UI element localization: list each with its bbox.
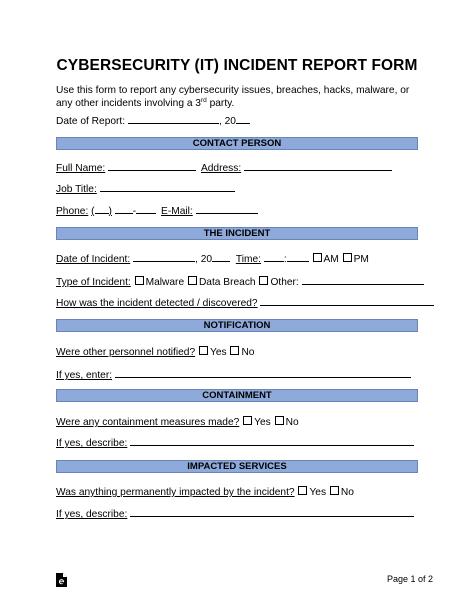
job-title-label: Job Title:	[56, 184, 97, 195]
section-header-notification: NOTIFICATION	[56, 319, 418, 332]
malware-checkbox[interactable]	[135, 276, 144, 285]
date-of-incident-field[interactable]	[133, 253, 195, 262]
impacted-if-yes-label: If yes, describe:	[56, 509, 128, 520]
containment-row	[56, 416, 299, 429]
notified-row	[56, 346, 254, 359]
pm-label: PM	[353, 254, 369, 265]
data-breach-label: Data Breach	[198, 277, 256, 288]
other-label: Other:	[270, 277, 299, 288]
impacted-question: Was anything permanently impacted by the incident?	[56, 487, 295, 498]
phone-label: Phone:	[56, 206, 89, 217]
notified-if-yes-label: If yes, enter:	[56, 370, 113, 381]
containment-if-yes-label: If yes, describe:	[56, 438, 128, 449]
am-checkbox[interactable]	[313, 253, 322, 262]
notified-if-yes-field[interactable]	[115, 369, 411, 378]
detected-label: How was the incident detected / discovered?	[56, 298, 258, 309]
notified-yes-label: Yes	[209, 347, 227, 358]
intro-text: Use this form to report any cybersecurity issues, breaches, hacks, malware, or any other incidents involving a 3rd party.	[56, 85, 410, 109]
impacted-if-yes-row	[56, 508, 414, 521]
address-label: Address:	[200, 163, 242, 174]
other-checkbox[interactable]	[259, 276, 268, 285]
impacted-yes-checkbox[interactable]	[298, 486, 307, 495]
section-header-containment: CONTAINMENT	[56, 389, 418, 402]
phone-email-row: Phone: ( ) - E-Mail:	[56, 205, 258, 218]
impacted-row	[56, 486, 354, 499]
section-header-impacted: IMPACTED SERVICES	[56, 460, 418, 473]
containment-yes-label: Yes	[254, 417, 271, 428]
am-label: AM	[323, 254, 339, 265]
type-of-incident-label: Type of Incident:	[56, 277, 131, 288]
time-hour-field[interactable]	[264, 253, 284, 262]
page-number: Page 1 of 2	[386, 574, 433, 584]
date-of-incident-year-field[interactable]	[212, 253, 230, 262]
type-of-incident-row	[56, 276, 424, 289]
full-name-field[interactable]	[108, 162, 196, 171]
containment-yes-checkbox[interactable]	[243, 416, 252, 425]
impacted-no-checkbox[interactable]	[330, 486, 339, 495]
impacted-if-yes-field[interactable]	[130, 508, 414, 517]
impacted-no-label: No	[340, 487, 354, 498]
notified-question: Were other personnel notified?	[56, 347, 196, 358]
time-minute-field[interactable]	[287, 253, 309, 262]
email-field[interactable]	[196, 205, 258, 214]
date-of-report-field[interactable]	[128, 115, 219, 124]
date-of-report-label: Date of Report:	[56, 116, 126, 127]
containment-no-label: No	[285, 417, 299, 428]
section-header-contact: CONTACT PERSON	[56, 137, 418, 150]
pm-checkbox[interactable]	[343, 253, 352, 262]
eforms-logo-icon	[56, 573, 67, 587]
email-label: E-Mail:	[161, 206, 193, 217]
phone-prefix-field[interactable]	[115, 205, 133, 214]
section-header-incident: THE INCIDENT	[56, 227, 418, 240]
containment-no-checkbox[interactable]	[275, 416, 284, 425]
malware-label: Malware	[145, 277, 185, 288]
full-name-row	[56, 162, 392, 175]
impacted-yes-label: Yes	[309, 487, 327, 498]
other-field[interactable]	[302, 276, 424, 285]
detected-row	[56, 297, 434, 310]
notified-no-checkbox[interactable]	[230, 346, 239, 355]
time-label: Time:	[235, 254, 261, 265]
job-title-row	[56, 183, 235, 196]
notified-no-label: No	[241, 347, 255, 358]
containment-if-yes-field[interactable]	[130, 437, 414, 446]
containment-if-yes-row	[56, 437, 414, 450]
date-of-incident-label: Date of Incident:	[56, 254, 131, 265]
data-breach-checkbox[interactable]	[188, 276, 197, 285]
job-title-field[interactable]	[100, 183, 235, 192]
notified-if-yes-row	[56, 369, 411, 382]
containment-question: Were any containment measures made?	[56, 417, 240, 428]
notified-yes-checkbox[interactable]	[199, 346, 208, 355]
phone-line-field[interactable]	[136, 205, 156, 214]
date-of-incident-row: Date of Incident: , 20 Time: : AM PM	[56, 254, 369, 265]
date-of-report-row: Date of Report: , 20	[56, 115, 250, 128]
full-name-label: Full Name:	[56, 163, 106, 174]
address-field[interactable]	[244, 162, 392, 171]
phone-area-code-field[interactable]	[95, 205, 109, 214]
detected-field[interactable]	[260, 297, 434, 306]
date-of-report-year-field[interactable]	[236, 115, 250, 124]
form-title: CYBERSECURITY (IT) INCIDENT REPORT FORM	[56, 57, 418, 74]
